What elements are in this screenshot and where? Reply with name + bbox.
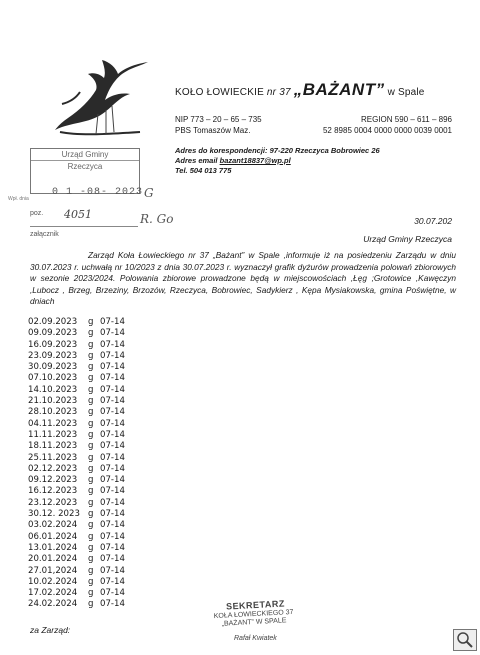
email-link[interactable]: bazant18837@wp.pl — [219, 156, 291, 165]
date-value: 16.09.2023 — [28, 339, 78, 350]
signer-name: Rafał Kwiatek — [234, 635, 277, 642]
club-name — [175, 80, 425, 100]
date-row — [28, 520, 125, 531]
date-hours: 07-14 — [100, 542, 125, 553]
date-row — [28, 373, 125, 384]
date-hours: 07-14 — [100, 362, 125, 373]
letter-recipient: Urząd Gminy Rzeczyca — [363, 234, 452, 244]
date-g: g — [88, 429, 94, 440]
date-value: 02.12.2023 — [28, 463, 78, 474]
date-g: g — [88, 497, 94, 508]
nip-block — [175, 114, 262, 136]
date-value: 09.09.2023 — [28, 328, 78, 339]
date-g: g — [88, 418, 94, 429]
date-value: 09.12.2023 — [28, 475, 78, 486]
date-value: 06.01.2024 — [28, 531, 78, 542]
date-hours: 07-14 — [100, 565, 125, 576]
date-hours: 07-14 — [100, 339, 125, 350]
date-value: 11.11.2023 — [28, 429, 78, 440]
date-row — [28, 396, 125, 407]
stamp-position-number: 4051 — [64, 208, 92, 221]
zoom-icon[interactable] — [453, 629, 477, 651]
date-value: 18.11.2023 — [28, 441, 78, 452]
date-hours: 07-14 — [100, 509, 125, 520]
date-value: 25.11.2023 — [28, 452, 78, 463]
secretary-stamp: SEKRETARZ — [225, 598, 286, 612]
club-number: nr 37 — [266, 87, 291, 98]
date-hours: 07-14 — [100, 531, 125, 542]
email-label: Adres email — [175, 156, 218, 165]
date-row — [28, 362, 125, 373]
date-g: g — [88, 531, 94, 542]
date-row — [28, 441, 125, 452]
date-hours: 07-14 — [100, 588, 125, 599]
date-hours: 07-14 — [100, 520, 125, 531]
date-value: 28.10.2023 — [28, 407, 78, 418]
date-value: 14.10.2023 — [28, 384, 78, 395]
date-hours: 07-14 — [100, 599, 125, 610]
club-prefix: KOŁO ŁOWIECKIE — [175, 87, 264, 98]
date-g: g — [88, 486, 94, 497]
date-value: 13.01.2024 — [28, 542, 78, 553]
date-row — [28, 385, 125, 396]
club-title: „BAŻANT” — [293, 80, 385, 99]
stamp-city: Rzeczyca — [67, 162, 103, 171]
stamp-attachment-label: załącznik — [30, 231, 59, 238]
board-signature-label: za Zarząd: — [30, 625, 71, 635]
date-value: 17.02.2024 — [28, 588, 78, 599]
stamp-divider — [31, 160, 139, 161]
date-g: g — [88, 373, 94, 384]
date-g: g — [88, 362, 94, 373]
stamp-line — [30, 226, 138, 227]
date-g: g — [88, 565, 94, 576]
date-hours: 07-14 — [100, 407, 125, 418]
date-g: g — [88, 542, 94, 553]
date-row — [28, 407, 125, 418]
date-g: g — [88, 475, 94, 486]
date-hours: 07-14 — [100, 373, 125, 384]
date-g: g — [88, 328, 94, 339]
date-row — [28, 430, 125, 441]
date-g: g — [88, 396, 94, 407]
club-stamp-line1: KOŁA ŁOWIECKIEGO 37 — [213, 608, 294, 621]
date-value: 03.02.2024 — [28, 520, 78, 531]
date-hours: 07-14 — [100, 429, 125, 440]
date-value: 21.10.2023 — [28, 396, 78, 407]
date-hours: 07-14 — [100, 384, 125, 395]
date-value: 16.12.2023 — [28, 486, 78, 497]
date-g: g — [88, 317, 94, 327]
pheasant-logo-icon — [50, 52, 150, 137]
date-g: g — [88, 520, 94, 531]
date-g: g — [88, 350, 94, 361]
date-g: g — [88, 554, 94, 565]
stamp-initial: G — [144, 186, 154, 200]
letter-date: 30.07.202 — [414, 216, 452, 226]
stamp-signature: R. Go — [140, 212, 174, 226]
date-row — [28, 532, 125, 543]
date-row — [28, 498, 125, 509]
date-row — [28, 351, 125, 362]
date-hours: 07-14 — [100, 576, 125, 587]
date-hours: 07-14 — [100, 350, 125, 361]
date-value: 23.12.2023 — [28, 497, 78, 508]
region-block — [323, 114, 452, 136]
stamp-date: 0 1 -08- 2023 — [52, 187, 144, 198]
date-row — [28, 340, 125, 351]
date-value: 20.01.2024 — [28, 554, 78, 565]
date-hours: 07-14 — [100, 463, 125, 474]
date-value: 27.01,2024 — [28, 565, 78, 576]
date-hours: 07-14 — [100, 317, 125, 327]
date-hours: 07-14 — [100, 396, 125, 407]
date-row — [28, 577, 125, 588]
date-g: g — [88, 588, 94, 599]
stamp-position-label: poz. — [30, 210, 44, 217]
date-g: g — [88, 339, 94, 350]
letter-body — [30, 250, 456, 308]
date-value: 04.11.2023 — [28, 418, 78, 429]
date-row — [28, 317, 125, 328]
nip-number: NIP 773 – 20 – 65 – 735 — [175, 115, 262, 124]
bank-account: 52 8985 0004 0000 0000 0039 0001 — [322, 126, 452, 135]
date-value: 07.10.2023 — [28, 373, 78, 384]
date-row — [28, 419, 125, 430]
date-g: g — [88, 384, 94, 395]
letter-body-text: Zarząd Koła Łowieckiego nr 37 „Bażant” w Spale ,informuje iż na posiedzeniu Zarządu w dniu 30.07.2023 r. uchwałą nr 10/2023 z dnia 30.07.2023 r. wyznaczył grafik dyżurów prowadzenia polowań zbiorowych w sezonie 2023/2024. Polowania zbiorowe prowadzone będą w miejscowościach ,Łęg ;Grotowice ,Kawęczyn ,Lubocz , Brzeg, Brzeziny, Brzozów, Rzeczyca, Bobrowiec, Sadykierz , Kępa Mysiakowska, gmina Poświętne, w dniach — [30, 250, 456, 307]
date-hours: 07-14 — [100, 497, 125, 508]
bank-name: PBS Tomaszów Maz. — [175, 126, 251, 135]
date-hours: 07-14 — [100, 441, 125, 452]
date-row — [28, 453, 125, 464]
date-g: g — [88, 452, 94, 463]
address-block — [175, 146, 380, 176]
stamp-office: Urząd Gminy — [61, 150, 109, 159]
date-row — [28, 566, 125, 577]
date-hours: 07-14 — [100, 554, 125, 565]
date-row — [28, 543, 125, 554]
date-g: g — [88, 407, 94, 418]
date-hours: 07-14 — [100, 328, 125, 339]
stamp-received-label: Wpł. dnia — [8, 196, 29, 202]
date-hours: 07-14 — [100, 418, 125, 429]
email-line — [175, 156, 380, 166]
date-g: g — [88, 576, 94, 587]
postal-address: Adres do korespondencji: 97-220 Rzeczyca Bobrowiec 26 — [175, 146, 380, 155]
phone-number: Tel. 504 013 775 — [175, 166, 232, 175]
date-value: 30.12. 2023 — [28, 509, 80, 520]
date-value: 30.09.2023 — [28, 362, 78, 373]
date-g: g — [88, 599, 94, 610]
date-hours: 07-14 — [100, 475, 125, 486]
date-hours: 07-14 — [100, 452, 125, 463]
date-value: 24.02.2024 — [28, 599, 78, 610]
date-g: g — [88, 463, 94, 474]
date-value: 02.09.2023 — [28, 317, 78, 327]
club-suffix: w Spale — [387, 87, 425, 98]
date-row — [28, 475, 125, 486]
magnifier-icon — [454, 630, 476, 650]
date-hours: 07-14 — [100, 486, 125, 497]
club-stamp — [214, 609, 294, 629]
date-row — [28, 328, 125, 339]
date-value: 10.02.2024 — [28, 576, 78, 587]
date-row — [28, 486, 125, 497]
hunt-dates-list — [28, 317, 125, 611]
date-row — [28, 509, 125, 520]
date-row — [28, 464, 125, 475]
region-number: REGION 590 – 611 – 896 — [360, 115, 452, 124]
date-g: g — [88, 441, 94, 452]
date-row — [28, 599, 125, 610]
date-row — [28, 554, 125, 565]
club-stamp-line2: „BAŻANT” W SPALE — [221, 617, 287, 628]
date-value: 23.09.2023 — [28, 350, 78, 361]
date-row — [28, 588, 125, 599]
date-g: g — [88, 509, 94, 520]
